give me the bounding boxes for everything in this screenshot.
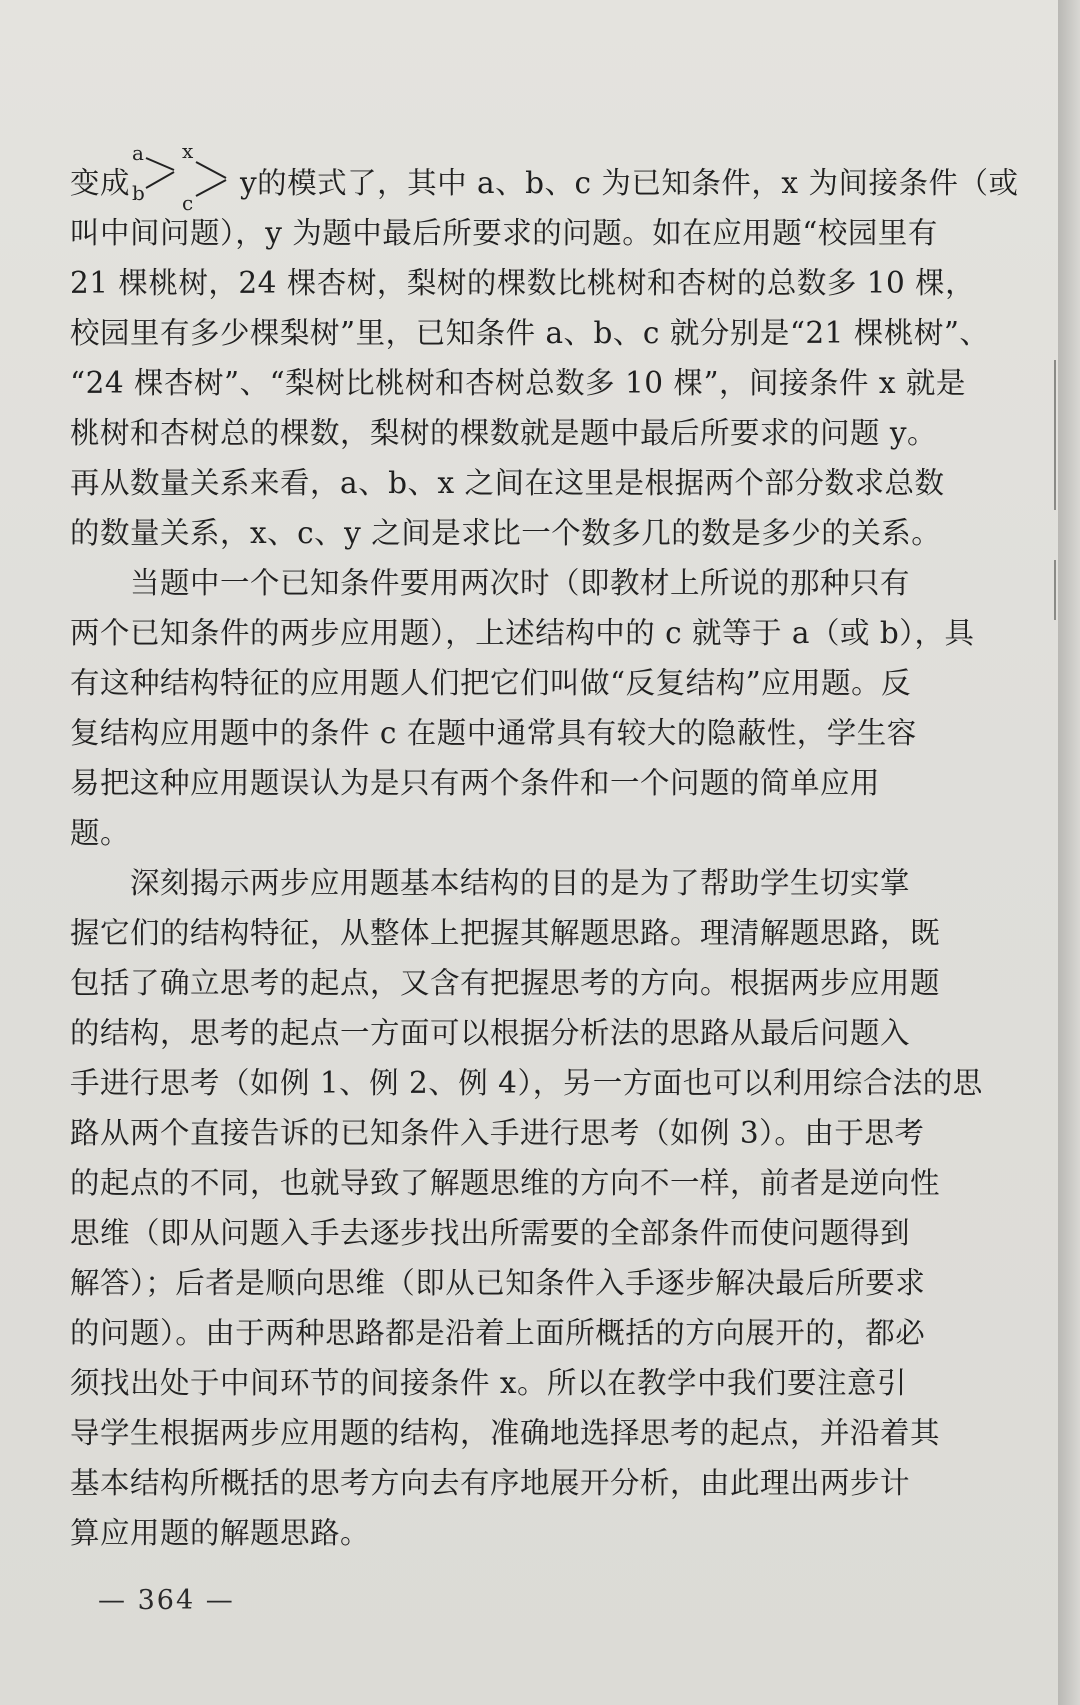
- text-line: 当题中一个已知条件要用两次时（即教材上所说的那种只有: [130, 566, 911, 600]
- diagram-edge-a: [146, 158, 174, 170]
- text-line: 思维（即从问题入手去逐步找出所需要的全部条件而使问题得到: [70, 1216, 911, 1250]
- line-prefix: 变成: [70, 166, 131, 200]
- text-line: 包括了确立思考的起点，又含有把握思考的方向。根据两步应用题: [70, 966, 941, 1000]
- text-line: 桃树和杏树总的棵数，梨树的棵数就是题中最后所要求的问题 y。: [70, 416, 938, 450]
- diagram-label-x: x: [182, 144, 194, 163]
- text-line: 须找出处于中间环节的间接条件 x。所以在教学中我们要注意引: [70, 1366, 908, 1400]
- text-line: 易把这种应用题误认为是只有两个条件和一个问题的简单应用: [70, 766, 881, 800]
- diagram-label-b: b: [132, 181, 146, 205]
- scan-edge-mark: [1054, 360, 1056, 510]
- text-line: 解答）；后者是顺向思维（即从已知条件入手逐步解决最后所要求: [70, 1266, 926, 1300]
- scan-edge-mark: [1054, 560, 1056, 620]
- text-line: 基本结构所概括的思考方向去有序地展开分析，由此理出两步计: [70, 1466, 911, 1500]
- text-line: 有这种结构特征的应用题人们把它们叫做“反复结构”应用题。反: [70, 666, 912, 700]
- text-line: 再从数量关系来看，a、b、x 之间在这里是根据两个部分数求总数: [70, 466, 945, 500]
- body-text: [70, 144, 1019, 1558]
- text-line: 叫中间问题），y 为题中最后所要求的问题。如在应用题“校园里有: [70, 216, 938, 250]
- diagram-edge-x: [196, 162, 226, 178]
- text-line: 两个已知条件的两步应用题），上述结构中的 c 就等于 a（或 b），具: [70, 616, 975, 650]
- text-line: 题。: [70, 816, 131, 850]
- text-line: 的结构，思考的起点一方面可以根据分析法的思路从最后问题入: [70, 1016, 911, 1050]
- diagram-label-a: a: [132, 144, 145, 165]
- page-edge-shadow: [1058, 0, 1080, 1705]
- text-line: “24 棵杏树”、“梨树比桃树和杏树总数多 10 棵”，间接条件 x 就是: [70, 366, 966, 400]
- text-line: 的问题）。由于两种思路都是沿着上面所概括的方向展开的，都必: [70, 1316, 926, 1350]
- line-suffix: y的模式了，其中 a、b、c 为已知条件，x 为间接条件（或: [240, 166, 1019, 200]
- text-line: 21 棵桃树，24 棵杏树，梨树的棵数比桃树和杏树的总数多 10 棵，: [70, 266, 976, 300]
- text-line: 深刻揭示两步应用题基本结构的目的是为了帮助学生切实掌: [130, 866, 911, 900]
- diagram-edge-c: [196, 180, 226, 196]
- page-number: — 364 —: [98, 1585, 235, 1616]
- text-line: 复结构应用题中的条件 c 在题中通常具有较大的隐蔽性，学生容: [70, 716, 917, 750]
- text-line: 校园里有多少棵梨树”里，已知条件 a、b、c 就分别是“21 棵桃树”、: [70, 316, 990, 350]
- diagram-label-c: c: [182, 191, 194, 214]
- text-line: 手进行思考（如例 1、例 2、例 4），另一方面也可以利用综合法的思: [70, 1066, 983, 1100]
- text-line: 的数量关系，x、c、y 之间是求比一个数多几的数是多少的关系。: [70, 516, 942, 550]
- structure-diagram-svg: [130, 144, 240, 214]
- text-line: 算应用题的解题思路。: [70, 1516, 371, 1550]
- text-line: 的起点的不同，也就导致了解题思维的方向不一样，前者是逆向性: [70, 1166, 941, 1200]
- text-line: 导学生根据两步应用题的结构，准确地选择思考的起点，并沿着其: [70, 1416, 941, 1450]
- structure-diagram: [130, 144, 240, 214]
- diagram-edge-b: [146, 172, 174, 188]
- text-line: 路从两个直接告诉的已知条件入手进行思考（如例 3）。由于思考: [70, 1116, 925, 1150]
- text-line: 握它们的结构特征，从整体上把握其解题思路。理清解题思路，既: [70, 916, 941, 950]
- text-line-1: [70, 144, 1019, 214]
